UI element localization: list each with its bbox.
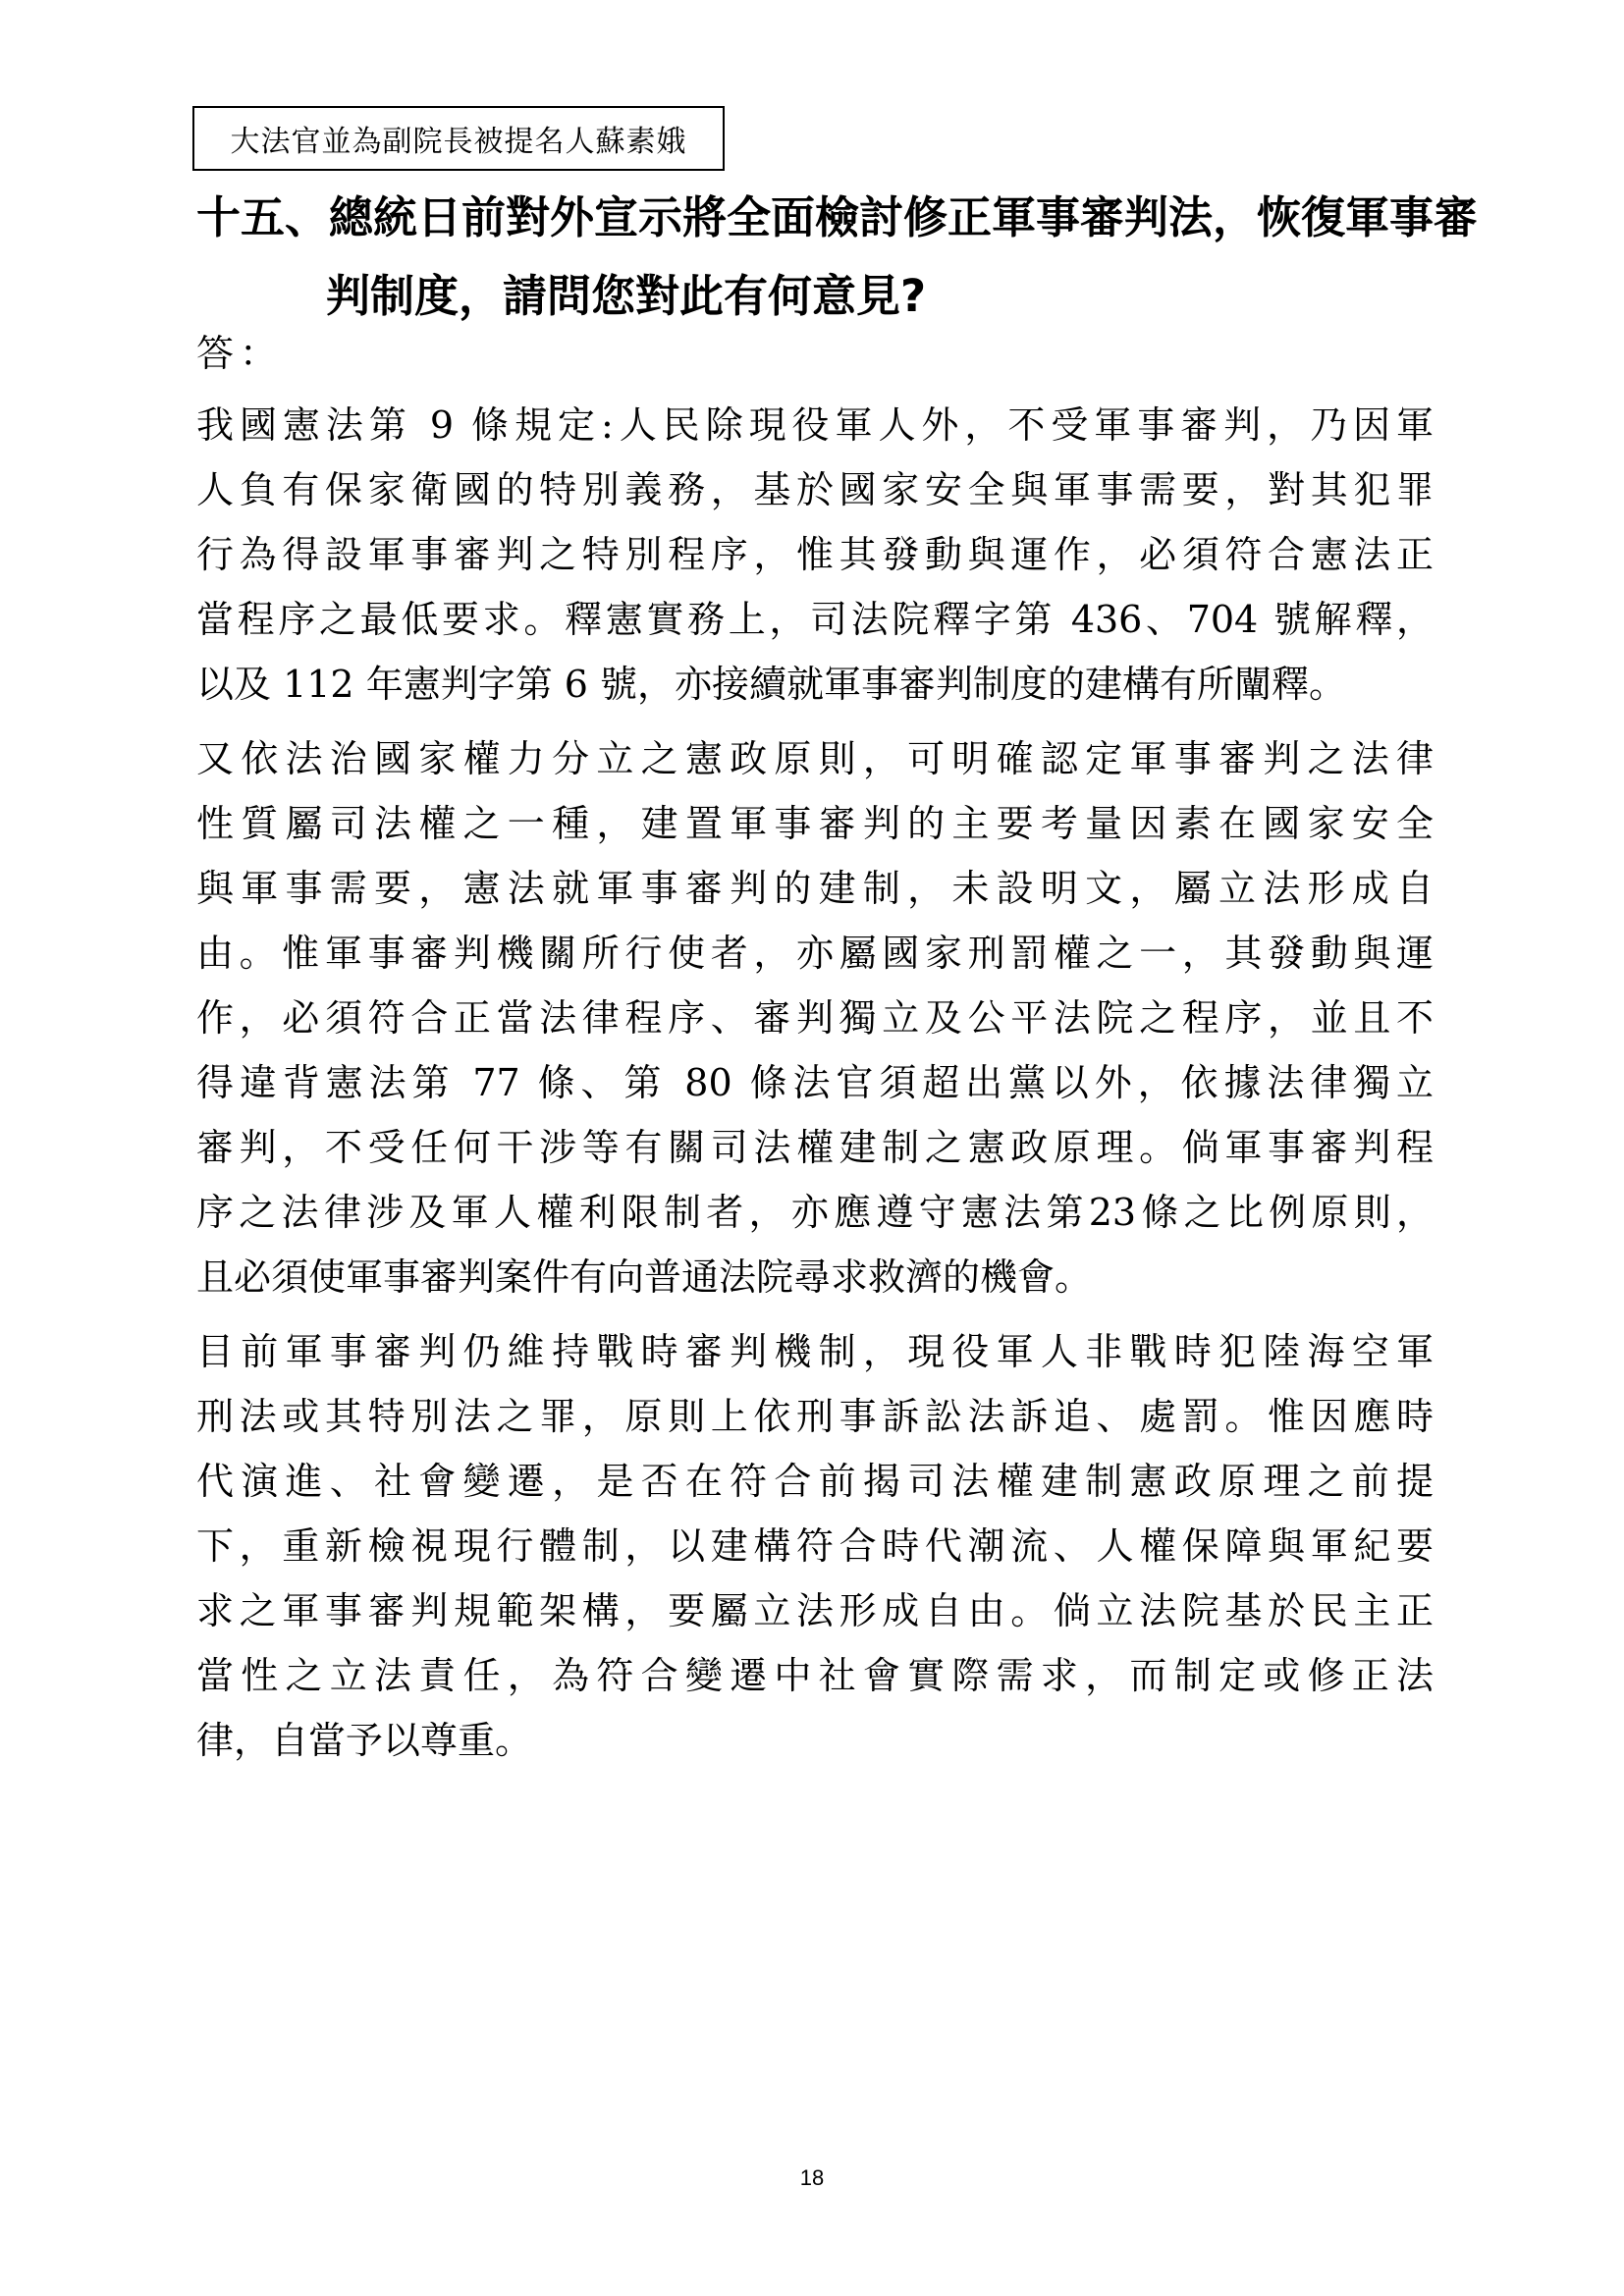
paragraph-line: 當性之立法責任，為符合變遷中社會實際需求，而制定或修正法 <box>196 1654 1434 1697</box>
paragraph-line: 刑法或其特別法之罪，原則上依刑事訴訟法訴追、處罰。惟因應時 <box>196 1395 1434 1438</box>
paragraph-line: 代演進、社會變遷，是否在符合前揭司法權建制憲政原理之前提 <box>196 1460 1434 1503</box>
paragraph-line: 行為得設軍事審判之特別程序，惟其發動與運作，必須符合憲法正 <box>196 533 1434 576</box>
paragraph-line: 且必須使軍事審判案件有向普通法院尋求救濟的機會。 <box>196 1255 1093 1299</box>
paragraph-line: 律，自當予以尊重。 <box>196 1719 533 1762</box>
page-number: 18 <box>799 2165 825 2190</box>
paragraph-line: 得違背憲法第 77 條、第 80 條法官須超出黨以外，依據法律獨立 <box>196 1061 1434 1104</box>
answer-paragraph <box>196 393 1434 717</box>
paragraph-line: 以及 112 年憲判字第 6 號，亦接續就軍事審判制度的建構有所闡釋。 <box>196 663 1347 706</box>
nominee-header-box <box>192 106 725 171</box>
paragraph-line: 求之軍事審判規範架構，要屬立法形成自由。倘立法院基於民主正 <box>196 1589 1434 1632</box>
answer-paragraph <box>196 726 1434 1309</box>
answer-paragraph <box>196 1319 1434 1773</box>
paragraph-line: 下，重新檢視現行體制，以建構符合時代潮流、人權保障與軍紀要 <box>196 1524 1434 1568</box>
nominee-header-label: 大法官並為副院長被提名人蘇素娥 <box>230 125 687 159</box>
paragraph-line: 審判，不受任何干涉等有關司法權建制之憲政原理。倘軍事審判程 <box>196 1126 1434 1169</box>
paragraph-line: 我國憲法第 9 條規定:人民除現役軍人外，不受軍事審判，乃因軍 <box>196 403 1434 447</box>
paragraph-line: 人負有保家衛國的特別義務，基於國家安全與軍事需要，對其犯罪 <box>196 468 1434 511</box>
answer-body <box>196 393 1434 1783</box>
paragraph-line: 目前軍事審判仍維持戰時審判機制，現役軍人非戰時犯陸海空軍 <box>196 1330 1434 1373</box>
paragraph-line: 與軍事需要，憲法就軍事審判的建制，未設明文，屬立法形成自 <box>196 867 1434 910</box>
paragraph-line: 當程序之最低要求。釋憲實務上，司法院釋字第 436、704 號解釋， <box>196 598 1434 641</box>
paragraph-line: 性質屬司法權之一種，建置軍事審判的主要考量因素在國家安全 <box>196 802 1434 845</box>
paragraph-line: 由。惟軍事審判機關所行使者，亦屬國家刑罰權之一，其發動與運 <box>196 932 1434 975</box>
answer-label: 答： <box>196 332 284 375</box>
paragraph-line: 又依法治國家權力分立之憲政原則，可明確認定軍事審判之法律 <box>196 737 1434 780</box>
question-line: 十五、總統日前對外宣示將全面檢討修正軍事審判法，恢復軍事審 <box>196 191 1479 243</box>
question-heading <box>196 179 1479 336</box>
paragraph-line: 作，必須符合正當法律程序、審判獨立及公平法院之程序，並且不 <box>196 996 1434 1040</box>
question-line: 判制度，請問您對此有何意見? <box>326 270 927 322</box>
paragraph-line: 序之法律涉及軍人權利限制者，亦應遵守憲法第23條之比例原則， <box>196 1191 1434 1234</box>
